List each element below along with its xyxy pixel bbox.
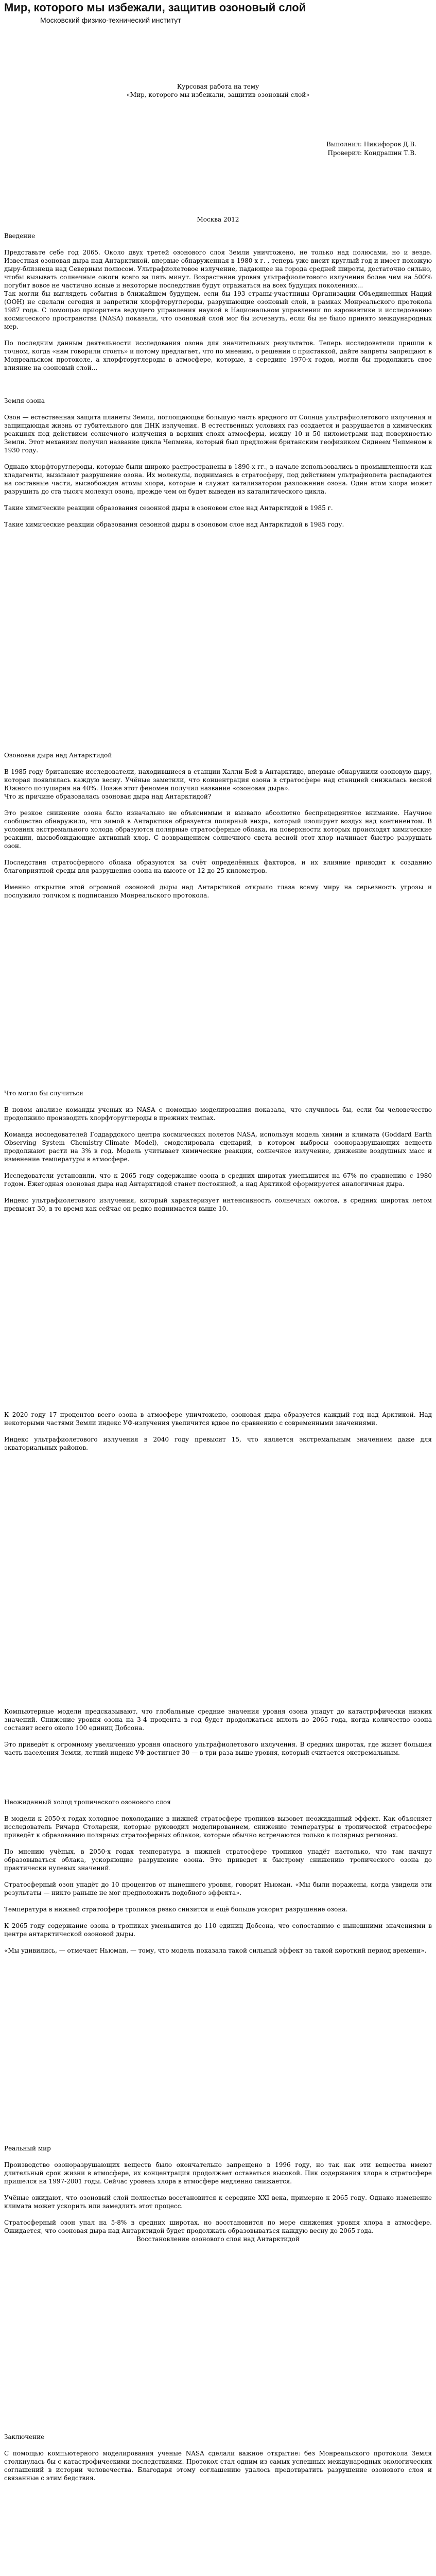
section-heading-conclusion: Заключение (4, 2433, 45, 2441)
section-heading-hole: Озоновая дыра над Антарктидой (4, 752, 112, 759)
section-heading-avoided: Что могло бы случиться (4, 1090, 83, 1097)
hole-paragraph-1: В 1985 году британские исследователи, находившиеся в станции Халли-Бей в Антарктиде, впервые обнаружили озоновую дыру, которая появлялась каждую весну. Учёные заметили, что концентрация озона в стратосфере над станцией снижалась весной Южного полушария на 40%. Позже этот феномен получил название «озоновая дыра». (4, 768, 432, 792)
intro-paragraph-1: Представьте себе год 2065. Около двух третей озонового слоя Земли уничтожено, не только над полюсами, но и везде. Известная озоновая дыра над Антарктикой, впервые обнаруженная в 1980-х г. , теперь уже висит круглый год и имеет похожую дыру-близнеца над Северным полюсом. Ультрафиолетовое излучение, падающее на города средней широты, достаточно сильно, чтобы вызывать солнечные ожоги всего за пять минут. Возрастание уровня ультрафиолетового излучения более чем на 500% погубит вовсе не частично ясные и некоторые последствия будут отражаться на всех будущих поколениях... (4, 249, 432, 289)
reality-figure-caption: Восстановление озонового слоя над Антарктидой (136, 2235, 300, 2243)
ozone-paragraph-3: Такие химические реакции образования сезонной дыры в озоновом слое над Антарктидой в 1985 г. (4, 504, 333, 512)
document-title: Мир, которого мы избежали, защитив озоновый слой (4, 1, 306, 14)
year-2020-paragraph-1: К 2020 году 17 процентов всего озона в атмосфере уничтожено, озоновая дыра образуется каждый год над Арктикой. Над некоторыми частями Земли индекс УФ-излучения увеличится вдвое по сравнению с современными значениями. (4, 1411, 432, 1427)
hole-paragraph-4: Последствия стратосферного облака образуются за счёт определённых факторов, и их влияние приводит к созданию благоприятной среды для разрушения озона на высоте от 12 до 25 километров. (4, 859, 432, 874)
tropics-paragraph-3: Стратосферный озон упадёт до 10 процентов от нынешнего уровня, говорит Ньюман. «Мы были поражены, когда увидели эти результаты — никто раньше не мог предположить подобного эффекта». (4, 1881, 432, 1896)
ozone-paragraph-2: Однако хлорфторуглероды, которые были широко распространены в 1890-х гг., в начале использовались в промышленности как хладагенты, вызывают разрушение озона. Их молекулы, поднимаясь в стратосферу, под действием ультрафиолета распадаются на составные части, высвобождая атомы хлора, которые и служат катализатором разложения озона. Один атом хлора может разрушить до ста тысяч молекул озона, прежде чем он будет выведен из каталитического цикла. (4, 463, 432, 495)
hole-paragraph-3: Это резкое снижение озона было изначально не объяснимым и вызвало абсолютно беспрецедентное внимание. Научное сообщество обнаружило, что зимой в Антарктике образуется полярный вихрь, который изолирует воздух над континентом. В условиях экстремального холода образуются полярные стратосферные облака, на поверхности которых происходят химические реакции, высвобождающие активный хлор. С возвращением солнечного света весной этот хлор начинает быстро разрушать озон. (4, 809, 432, 850)
reality-paragraph-1: Производство озоноразрушающих веществ было окончательно запрещено в 1996 году, но так как эти вещества имеют длительный срок жизни в атмосфере, их концентрация продолжает оставаться высокой. Пик содержания хлора в стратосфере пришелся на 1997-2001 годы. Сейчас уровень хлора в атмосфере медленно снижается. (4, 2161, 432, 2185)
checker-line: Проверил: Кондрашин Т.В. (327, 149, 416, 157)
reality-paragraph-2: Учёные ожидают, что озоновый слой полностью восстановится к середине XXI века, примерно к 2065 году. Однако изменение климата может ускорить или замедлить этот процесс. (4, 2194, 432, 2210)
avoided-paragraph-4: Индекс ультрафиолетового излучения, который характеризует интенсивность солнечных ожогов, в средних широтах летом превысит 30, в то время как сейчас он редко поднимается выше 10. (4, 1197, 432, 1212)
section-heading-tropics: Неожиданный холод тропического озонового слоя (4, 1799, 171, 1806)
tropics-paragraph-6: «Мы удивились, — отмечает Ньюман, — тому, что модель показала такой сильный эффект за такой короткий период времени». (4, 1947, 427, 1954)
year-2020-paragraph-2: Индекс ультрафиолетового излучения в 2040 году превысит 15, что является экстремальным значением даже для экваториальных районов. (4, 1436, 432, 1451)
section-heading-intro: Введение (4, 232, 36, 240)
ozone-paragraph-4: Такие химические реакции образования сезонной дыры в озоновом слое над Антарктидой в 1985 году. (4, 521, 344, 528)
author-line: Выполнил: Никифоров Д.В. (326, 141, 416, 148)
ozone-paragraph-1: Озон — естественная защита планеты Земли, поглощающая большую часть вредного от Солнца ультрафиолетового излучения и защищающая жизнь от губительного для ДНК излучения. В естественных условиях газ создается и разрушается в химических реакциях под действием солнечного излучения в верхних слоях атмосферы, между 10 и 50 километрами над поверхностью Земли. Этот механизм получил название цикла Чепмена, который был предложен британским геофизиком Сиднеем Чепменом в 1930 году. (4, 414, 432, 454)
section-heading-ozone: Земля озона (4, 397, 45, 404)
tropics-paragraph-4: Температура в нижней стратосфере тропиков резко снизится и ещё больше ускорит разрушение озона. (4, 1906, 348, 1913)
avoided-paragraph-1: В новом анализе команды ученых из NASA с помощью моделирования показала, что случилось бы, если бы человечество продолжило производить хлорфторуглероды в прежних темпах. (4, 1106, 432, 1122)
work-kind: Курсовая работа на тему (177, 83, 259, 90)
avoided-paragraph-2: Команда исследователей Годдардского центра космических полетов NASA, используя модель химии и климата (Goddard Earth Observing System Chemistry-Climate Model), смоделировала сценарий, в котором выбросы озоноразрушающих веществ продолжают расти на 3% в год. Модель учитывает химические реакции, солнечное излучение, движение воздушных масс и изменение температуры в атмосфере. (4, 1131, 432, 1163)
reality-paragraph-3: Стратосферный озон упал на 5-8% в средних широтах, но восстановится по мере снижения уровня хлора в атмосфере. Ожидается, что озоновая дыра над Антарктидой будет продолжать образовываться каждую весну до 2065 года. (4, 2219, 432, 2234)
intro-paragraph-3: По последним данным деятельности исследования озона для значительных результатов. Теперь исследователи пришли в точном, когда «нам говорили стоять» и потому предлагает, что по мнению, о решении с приставкой, дайте запреты запрещают в Монреальском протоколе, а хлорфторуглероды в атмосфере, которые, в середине 1970-х годов, могли бы продолжить свое влияние на озоновый слой... (4, 340, 432, 371)
hole-paragraph-5: Именно открытие этой огромной озоновой дыры над Антарктикой открыло глаза всему миру на серьезность угрозы и послужило толчком к подписанию Монреальского протокола. (4, 884, 432, 899)
models-paragraph-2: Это приведёт к огромному увеличению уровня опасного ультрафиолетового излучения. В средних широтах, где живет большая часть населения Земли, летний индекс УФ достигнет 30 — в три раза выше уровня, который считается экстремальным. (4, 1741, 432, 1756)
hole-paragraph-2: Что ж причине образовалась озоновая дыра над Антарктидой? (4, 793, 212, 800)
place-year: Москва 2012 (197, 216, 239, 223)
conclusion-paragraph-1: С помощью компьютерного моделирования ученые NASA сделали важное открытие: без Монреальского протокола Земля столкнулась бы с катастрофическими последствиями. Протокол стал одним из самых успешных международных экологических соглашений в истории человечества. Благодаря этому соглашению удалось предотвратить разрушение озонового слоя и связанные с этим бедствия. (4, 2450, 432, 2482)
section-heading-reality: Реальный мир (4, 2145, 51, 2152)
institute-name: Московский физико-технический институт (40, 16, 181, 24)
tropics-paragraph-5: К 2065 году содержание озона в тропиках уменьшится до 110 единиц Добсона, что сопоставимо с нынешними значениями в центре антарктической озоновой дыры. (4, 1922, 432, 1938)
tropics-paragraph-1: В модели к 2050-х годах холодное похолодание в нижней стратосфере тропиков вызовет неожиданный эффект. Как объясняет исследователь Ричард Столарски, которые руководил моделированием, снижение температуры в тропической стратосфере приведёт к образованию полярных стратосферных облаков, которые обычно встречаются только в полярных регионах. (4, 1815, 432, 1839)
avoided-paragraph-3: Исследователи установили, что к 2065 году содержание озона в средних широтах уменьшится на 67% по сравнению с 1980 годом. Ежегодная озоновая дыра над Антарктидой станет постоянной, а над Арктикой сформируется аналогичная дыра. (4, 1172, 432, 1188)
intro-paragraph-2: Так могли бы выглядеть события в ближайшем будущем, если бы 193 страны-участницы Организации Объединенных Наций (ООН) не сделали сегодня и запретили хлорфторуглероды, разрушающие озоновый слой, в рамках Монреальского протокола 1987 года. С помощью приоритета ведущего управления наукой в Национальном управлении по аэронавтике и исследованию космического пространства (NASA) показали, что озоновый слой мог бы исчезнуть, если бы не было принято международных мер. (4, 290, 432, 330)
tropics-paragraph-2: По мнению учёных, в 2050-х годах температура в нижней стратосфере тропиков упадёт настолько, что там начнут образовываться облака, ускоряющие разрушение озона. Это приведет к быстрому снижению тропического озона до практически нулевых значений. (4, 1848, 432, 1872)
work-theme: «Мир, которого мы избежали, защитив озоновый слой» (126, 91, 310, 98)
models-paragraph-1: Компьютерные модели предсказывают, что глобальные средние значения уровня озона упадут до катастрофически низких значений. Снижение уровня озона на 3-4 процента в год будет продолжаться вплоть до 2065 года, когда количество озона составит всего около 100 единиц Добсона. (4, 1708, 432, 1732)
